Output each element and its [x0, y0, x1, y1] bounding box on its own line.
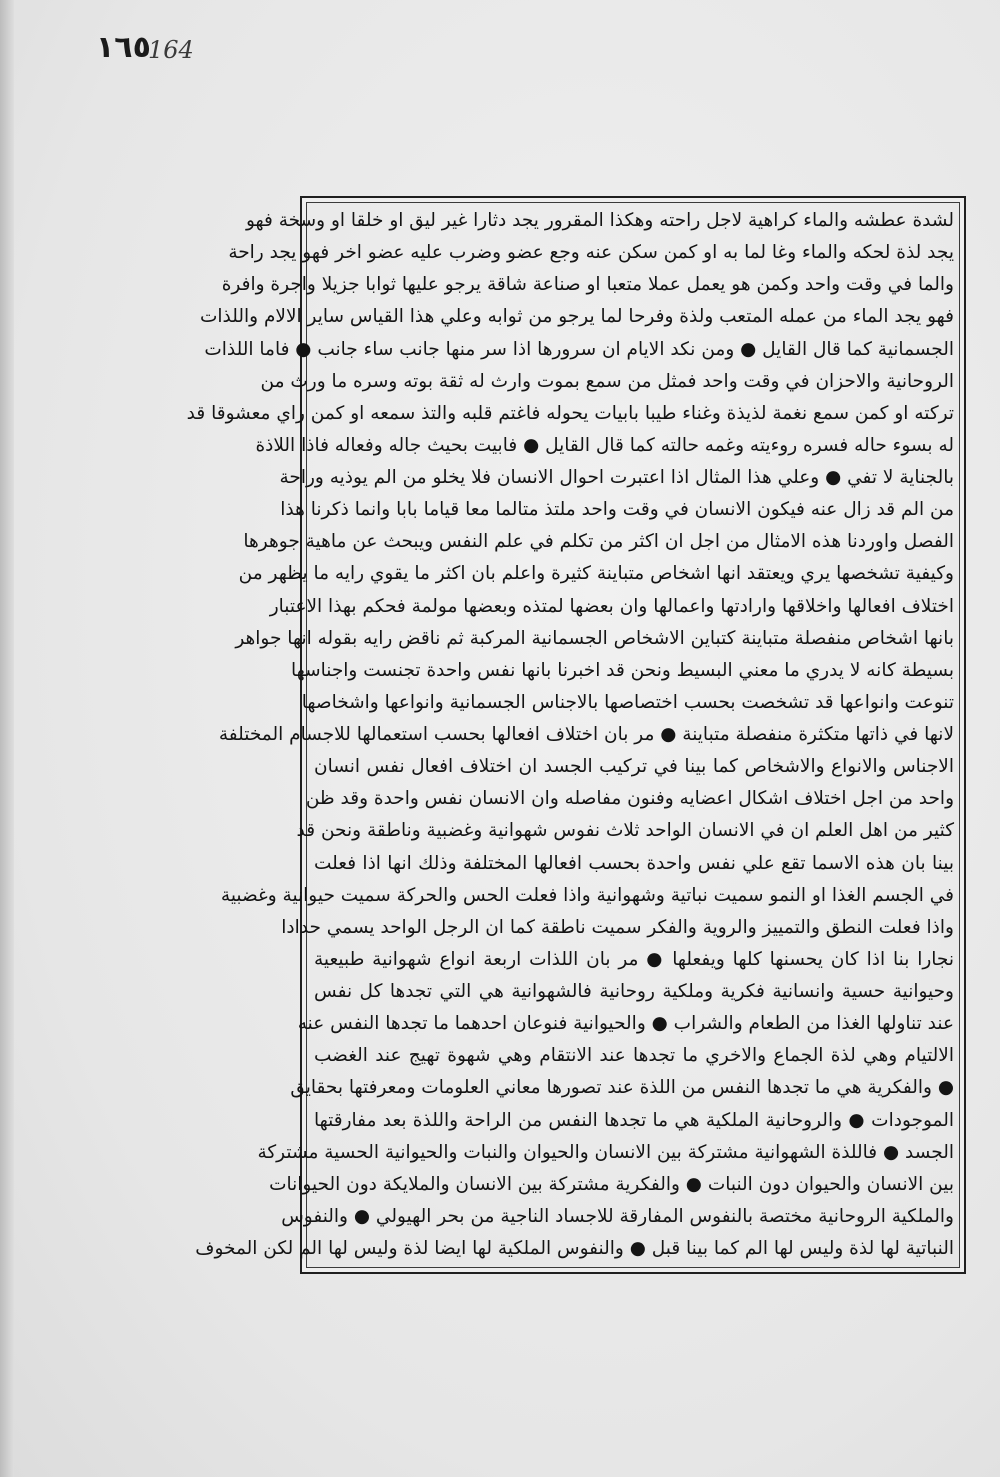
folio-number-arabic: ١٦٥: [96, 30, 151, 65]
text-line: والملكية الروحانية مختصة بالنفوس المفارقة للاجساد الناجية من بحر الهيولي ● والنفوس: [281, 1205, 954, 1227]
text-line: واذا فعلت النطق والتمييز والروية والفكر سميت ناطقة كما ان الرجل الواحد يسمي حدادا: [281, 916, 954, 938]
folio-number-handwritten: 164: [148, 36, 194, 64]
text-line: وحيوانية حسية وانسانية فكرية وملكية روحانية فالشهوانية هي التي تجدها كل نفس: [314, 981, 954, 1002]
text-line: الجسد ● فاللذة الشهوانية مشتركة بين الانسان والحيوان والنبات والحيوانية الحسية مشتركة: [257, 1141, 954, 1163]
text-line: في الجسم الغذا او النمو سميت نباتية وشهوانية واذا فعلت الحس والحركة سميت حيوانية وغضبية: [220, 884, 954, 906]
text-line: اختلاف افعالها واخلاقها وارادتها واعمالها وان بعضها لمتذه وبعضها مولمة فحكم بهذا الاعتبار: [269, 595, 954, 617]
text-line: واحد من اجل اختلاف اشكال اعضايه وفنون مفاصله وان الانسان نفس واحدة وقد ظن: [305, 788, 954, 810]
text-line: فهو يجد الماء من عمله المتعب ولذة وفرحا لما يرجو من ثوابه وعلي هذا القياس ساير الالام واللذات: [199, 306, 954, 328]
text-line: الموجودات ● والروحانية الملكية هي ما تجدها النفس من الراحة واللذة بعد مفارقتها: [314, 1109, 954, 1131]
binding-shadow: [0, 0, 14, 1477]
text-line: يجد لذة لحكه والماء وغا لما به او كمن سكن عنه وجع عضو وضرب عليه عضو اخر فهو يجد راحة: [228, 242, 954, 264]
text-line: النباتية لها لذة وليس لها الم كما بينا قبل ● والنفوس الملكية لها ايضا لذة وليس لها الم لكن المخوف: [195, 1238, 954, 1259]
text-line: بالجناية لا تفي ● وعلي هذا المثال اذا اعتبرت احوال الانسان فلا يخلو من الم يوذيه وراحة: [279, 467, 954, 488]
text-line: كثير من اهل العلم ان في الانسان الواحد ثلاث نفوس شهوانية وغضبية وناطقة ونحن قد: [296, 820, 954, 842]
text-line: عند تناولها الغذا من الطعام والشراب ● والحيوانية فنوعان احدهما ما تجدها النفس عنه: [297, 1013, 954, 1035]
text-line: له بسوء حاله فسره روءيته وغمه حالته كما قال القايل ● فابيت بحيث جاله وفعاله فاذا اللاذة: [255, 434, 954, 456]
text-line: الروحانية والاحزان في وقت واحد فمثل من سمع بموت وارث له ثقة بوته وسره ما ورث من: [260, 370, 954, 392]
text-line: بينا بان هذه الاسما تقع علي نفس واحدة بحسب افعالها المختلفة وذلك انها اذا فعلت: [314, 852, 954, 874]
text-line: بسيطة كانه لا يدري ما معني البسيط ونحن قد اخبرنا بانها نفس واحدة تجنست واجناسها: [290, 659, 954, 681]
text-line: لشدة عطشه والماء كراهية لاجل راحته وهكذا المقرور يجد دثارا غير ليق او خلقا او وسخة فهو: [245, 210, 954, 231]
text-line: لانها في ذاتها متكثرة منفصلة متباينة ● مر بان اختلاف افعالها بحسب استعمالها للاجسام المختلفة: [218, 724, 954, 745]
text-line: الالتيام وهي لذة الجماع والاخري ما تجدها عند الانتقام وهي شهوة تهيج عند الغضب: [314, 1045, 954, 1067]
manuscript-text-block: [186, 206, 954, 1264]
text-line: نجارا بنا اذا كان يحسنها كلها ويفعلها ● مر بان اللذات اربعة انواع شهوانية طبيعية: [314, 948, 954, 970]
text-line: الاجناس والانواع والاشخاص كما بينا في تركيب الجسد ان اختلاف افعال نفس انسان: [314, 756, 954, 778]
text-line: بانها اشخاص منفصلة متباينة كتباين الاشخاص الجسمانية المركبة ثم ناقض رايه بقوله انها جواهر: [235, 627, 954, 649]
text-line: وكيفية تشخصها يري ويعتقد انها اشخاص متباينة كثيرة واعلم بان اكثر ما يقوي رايه ما يظهر من: [238, 563, 954, 585]
text-line: والما في وقت واحد وكمن هو يعمل عملا متعبا او صناعة شاقة يرجو عليها ثوابا جزيلا واجرة وافرة: [221, 274, 954, 296]
text-line: ● والفكرية هي ما تجدها النفس من اللذة عند تصورها معاني العلومات ومعرفتها بحقايق: [290, 1077, 954, 1099]
text-line: تنوعت وانواعها قد تشخصت بحسب اختصاصها بالاجناس الجسمانية وانواعها واشخاصها: [301, 691, 954, 713]
text-line: الفصل واوردنا هذه الامثال من اجل ان اكثر من تكلم في علم النفس ويبحث عن ماهية جوهرها: [243, 531, 954, 553]
text-line: بين الانسان والحيوان دون النبات ● والفكرية مشتركة بين الانسان والملايكة دون الحيوانات: [269, 1173, 954, 1195]
text-line: الجسمانية كما قال القايل ● ومن نكد الايام ان سرورها اذا سر منها جانب ساء جانب ● فاما اللذات: [204, 338, 954, 360]
text-line: تركته او كمن سمع نغمة لذيذة وغناء طيبا بابيات يحوله فاغتم قلبه والتذ سمعه او كمن راي معشوقا قد: [186, 402, 954, 424]
text-line: من الم قد زال عنه فيكون الانسان في وقت واحد ملتذ متالما معا قياما بابا وانما ذكرنا هذا: [280, 499, 954, 521]
